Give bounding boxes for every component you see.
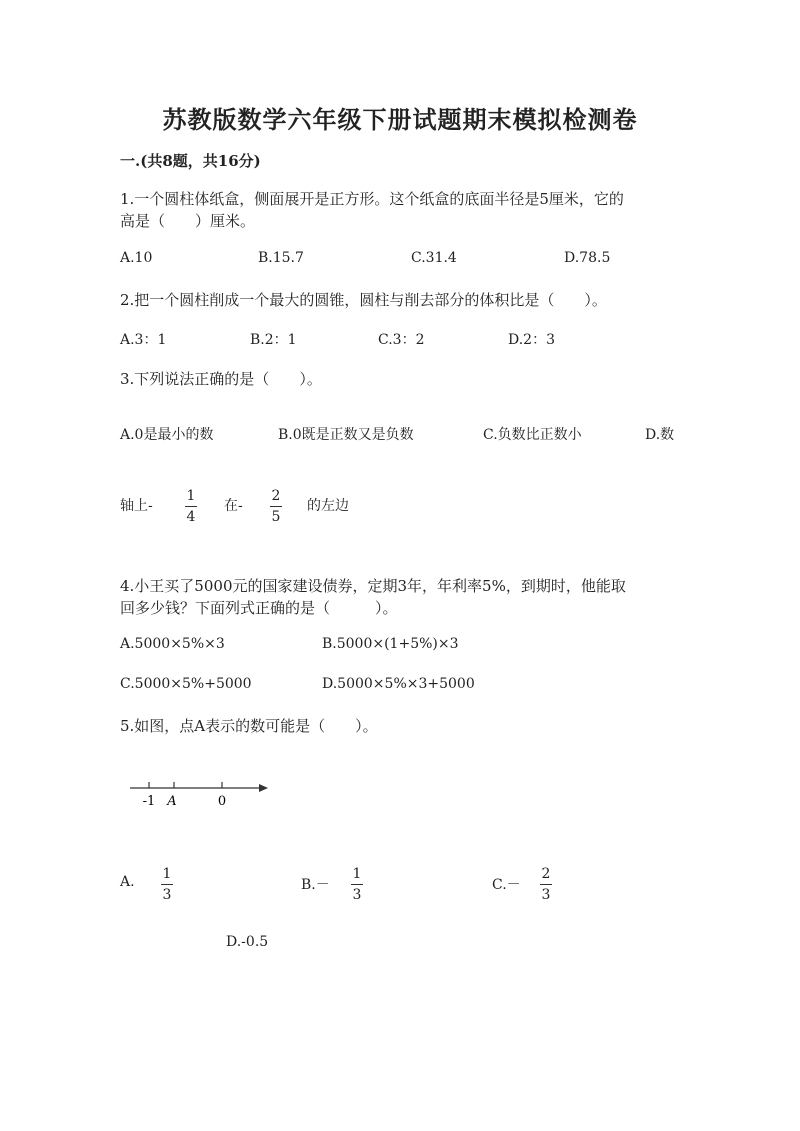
q3-frac1-den: 4: [186, 509, 196, 525]
q3-fraction-1-4: [185, 488, 197, 525]
q3-fraction-2-5: [270, 488, 282, 525]
q1-option-d[interactable]: D.78.5: [564, 250, 611, 266]
section-heading: 一.(共8题，共16分): [120, 152, 261, 170]
q5-option-b-label[interactable]: B.－: [301, 877, 330, 893]
q3-d-prefix: 轴上-: [120, 498, 153, 514]
q3-frac1-num: 1: [186, 488, 196, 504]
q4-option-a[interactable]: A.5000×5%×3: [120, 636, 225, 652]
q4-option-c[interactable]: C.5000×5%+5000: [120, 676, 252, 692]
q3-d-suffix: 的左边: [307, 498, 349, 514]
fraction-bar: [270, 506, 282, 507]
q2-option-c[interactable]: C.3：2: [378, 332, 425, 348]
q5c-den: 3: [541, 887, 551, 903]
q1-option-c[interactable]: C.31.4: [411, 250, 457, 266]
number-line-arrow: [259, 784, 268, 792]
q2-option-b[interactable]: B.2：1: [250, 332, 297, 348]
page-title: 苏教版数学六年级下册试题期末模拟检测卷: [162, 105, 638, 134]
q5-stem: 5.如图，点A表示的数可能是（ ）。: [120, 717, 378, 735]
q4-stem-line1: 4.小王买了5000元的国家建设债券，定期3年，年利率5%，到期时，他能取: [120, 577, 626, 595]
q1-option-a[interactable]: A.10: [120, 250, 153, 266]
q1-stem-line2: 高是（ ）厘米。: [120, 212, 256, 230]
q5c-num: 2: [541, 866, 551, 882]
q5a-den: 3: [162, 887, 172, 903]
q5-option-b-fraction: [351, 866, 363, 903]
fraction-bar: [161, 884, 173, 885]
q3-option-c[interactable]: C.负数比正数小: [483, 427, 582, 443]
q3-option-a[interactable]: A.0是最小的数: [120, 427, 214, 443]
q3-frac2-num: 2: [271, 488, 281, 504]
label-0: 0: [217, 794, 227, 809]
q3-frac2-den: 5: [271, 509, 281, 525]
q5b-num: 1: [352, 866, 362, 882]
q5-option-a-fraction: [161, 866, 173, 903]
label-point-a: A: [167, 794, 177, 809]
fraction-bar: [351, 884, 363, 885]
label-minus-1: -1: [142, 794, 156, 809]
q2-option-a[interactable]: A.3：1: [120, 332, 167, 348]
q4-option-b[interactable]: B.5000×(1+5%)×3: [322, 636, 459, 652]
q1-stem-line1: 1.一个圆柱体纸盒，侧面展开是正方形。这个纸盒的底面半径是5厘米，它的: [120, 190, 624, 208]
q5-option-c-fraction: [540, 866, 552, 903]
q5-option-d[interactable]: D.-0.5: [226, 934, 269, 950]
q3-d-middle: 在-: [224, 498, 243, 514]
q2-option-d[interactable]: D.2：3: [508, 332, 555, 348]
number-line-figure: [125, 775, 275, 810]
q5-option-c-label[interactable]: C.－: [492, 877, 521, 893]
q3-stem: 3.下列说法正确的是（ ）。: [120, 370, 322, 388]
q5-option-a-label[interactable]: A.: [120, 874, 135, 890]
q4-stem-line2: 回多少钱？下面列式正确的是（ ）。: [120, 599, 398, 617]
fraction-bar: [185, 506, 197, 507]
q2-stem: 2.把一个圆柱削成一个最大的圆锥，圆柱与削去部分的体积比是（ ）。: [120, 291, 607, 309]
q3-option-d[interactable]: D.数: [645, 427, 675, 443]
q1-option-b[interactable]: B.15.7: [258, 250, 304, 266]
q4-option-d[interactable]: D.5000×5%×3+5000: [322, 676, 475, 692]
q5b-den: 3: [352, 887, 362, 903]
q5a-num: 1: [162, 866, 172, 882]
fraction-bar: [540, 884, 552, 885]
q3-option-b[interactable]: B.0既是正数又是负数: [278, 427, 414, 443]
